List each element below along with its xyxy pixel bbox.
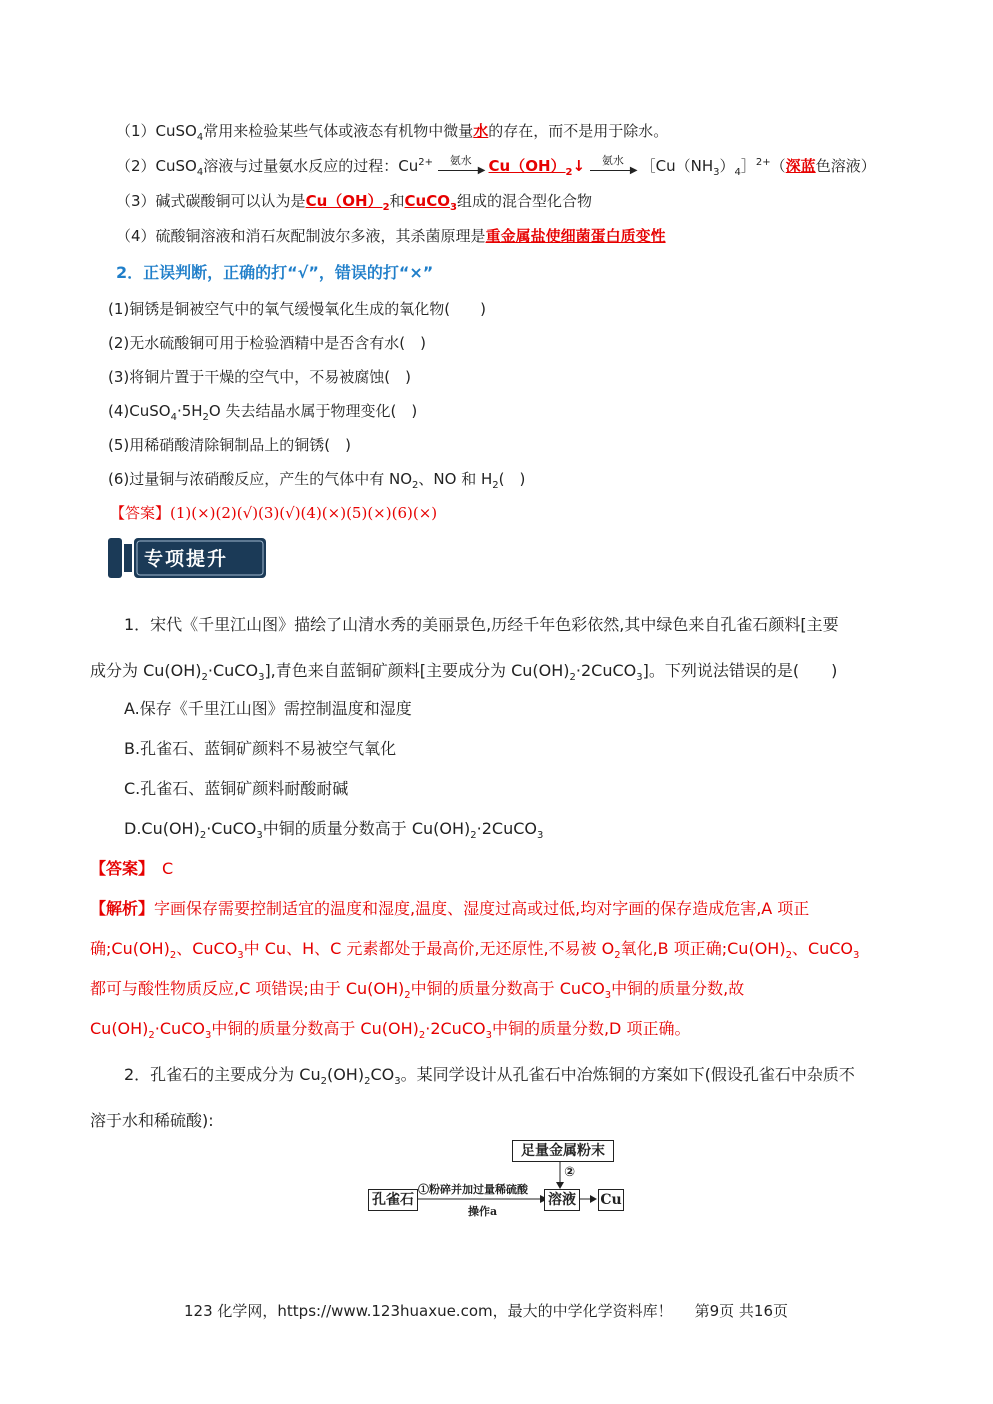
reaction-arrow: $^{氨水}$ ▶	[438, 157, 484, 175]
option-b: B.孔雀石、蓝铜矿颜料不易被空气氧化	[124, 739, 397, 758]
note-3: （3）碱式碳酸铜可以认为是$Cu(OH)_2$和CuCO$_3$组成的混合型化合物	[116, 192, 592, 213]
flow-step1-label: ①粉碎并加过量稀硫酸	[418, 1183, 528, 1196]
flow-operation-label: 操作a	[468, 1205, 498, 1218]
page-number: 第9页 共16页	[694, 1302, 789, 1320]
answer-line: 【答案】(1)(×)(2)(√)(3)(√)(4)(×)(5)(×)(6)(×)	[110, 504, 438, 522]
footer	[184, 1300, 788, 1321]
judge-item: (3)将铜片置于干燥的空气中，不易被腐蚀( )	[108, 368, 411, 386]
flow-box-cu: Cu	[598, 1189, 624, 1211]
explain-line1: 【解析】字画保存需要控制适宜的温度和湿度,温度、湿度过高或过低,均对字画的保存造成危害,A 项正	[90, 899, 810, 918]
option-d: $D.Cu(OH)_2\cdot CuCO_3$中铜的质量分数高于 $Cu(OH)_2\cdot 2CuCO_3$	[124, 819, 544, 842]
banner-text: 专项提升	[144, 548, 229, 570]
q2-line1: 2．孔雀石的主要成分为 $Cu_2(OH)_2CO_3$。某同学设计从孔雀石中冶炼铜的方案如下(假设孔雀石中杂质不	[124, 1065, 855, 1088]
judge-item: (6)过量铜与浓硝酸反应，产生的气体中有 $NO_2$、NO 和 $H_2$( )	[108, 470, 526, 491]
section-title: 2．正误判断，正确的打“√”，错误的打“×”	[116, 263, 434, 282]
footer-site: 123 化学网，https://www.123huaxue.com，最大的中学化学资料库！	[184, 1302, 673, 1320]
option-a: A.保存《千里江山图》需控制温度和湿度	[124, 699, 412, 718]
flow-box-malachite: 孔雀石	[368, 1189, 418, 1211]
answer-line: 【答案】 C	[90, 859, 174, 878]
note-4: （4）硫酸铜溶液和消石灰配制波尔多液，其杀菌原理是重金属盐使细菌蛋白质变性	[116, 227, 666, 245]
explain-line2: 确$;Cu(OH)_2$、CuCO$_3$中 Cu、H、C 元素都处于最高价,无还原性,不易被 $O_2$氧化,B 项正确$;Cu(OH)_2$、CuCO$_3$	[90, 939, 860, 962]
q1-line2: 成分为 $Cu(OH)_2\cdot CuCO_3$],青色来自蓝铜矿颜料[主要成分为 $Cu(OH)_2\cdot 2CuCO_3$]。下列说法错误的是( )	[90, 661, 838, 684]
note-1: （1）CuSO$_4$常用来检验某些气体或液态有机物中微量水的存在，而不是用于除水。	[116, 122, 669, 143]
flow-diagram	[360, 1138, 630, 1218]
flow-box-metal-powder: 足量金属粉末	[512, 1140, 614, 1162]
flow-box-solution: 溶液	[544, 1189, 580, 1211]
section-banner	[108, 536, 268, 580]
explain-line3: 都可与酸性物质反应,C 项错误;由于 $Cu(OH)_2$中铜的质量分数高于 CuCO$_3$中铜的质量分数,故	[90, 979, 745, 1002]
explain-line4: $Cu(OH)_2\cdot CuCO_3$中铜的质量分数高于 $Cu(OH)_2\cdot 2CuCO_3$中铜的质量分数,D 项正确。	[90, 1019, 691, 1042]
judge-item: (2)无水硫酸铜可用于检验酒精中是否含有水( )	[108, 334, 426, 352]
reaction-arrow: $^{氨水}$ ▶	[590, 157, 636, 175]
flow-step2-label: ②	[564, 1165, 576, 1180]
option-c: C.孔雀石、蓝铜矿颜料耐酸耐碱	[124, 779, 349, 798]
judge-item: (5)用稀硝酸清除铜制品上的铜锈( )	[108, 436, 351, 454]
q2-line2: 溶于水和稀硫酸):	[90, 1111, 214, 1130]
q1-line1: 1．宋代《千里江山图》描绘了山清水秀的美丽景色,历经千年色彩依然,其中绿色来自孔雀石颜料[主要	[124, 615, 839, 634]
judge-item: $(4)CuSO_4\cdot 5H_2O$ 失去结晶水属于物理变化( )	[108, 402, 418, 423]
note-2: （2）CuSO$_4$溶液与过量氨水反应的过程：$Cu^{2+}$ $^{氨水}$ ▶ $Cu(OH)_2↓$ $^{氨水}$ ▶ $[Cu(NH_3)_4]^{2+}$（深蓝色溶液）	[116, 154, 876, 178]
judge-item: (1)铜锈是铜被空气中的氧气缓慢氧化生成的氧化物( )	[108, 300, 486, 318]
